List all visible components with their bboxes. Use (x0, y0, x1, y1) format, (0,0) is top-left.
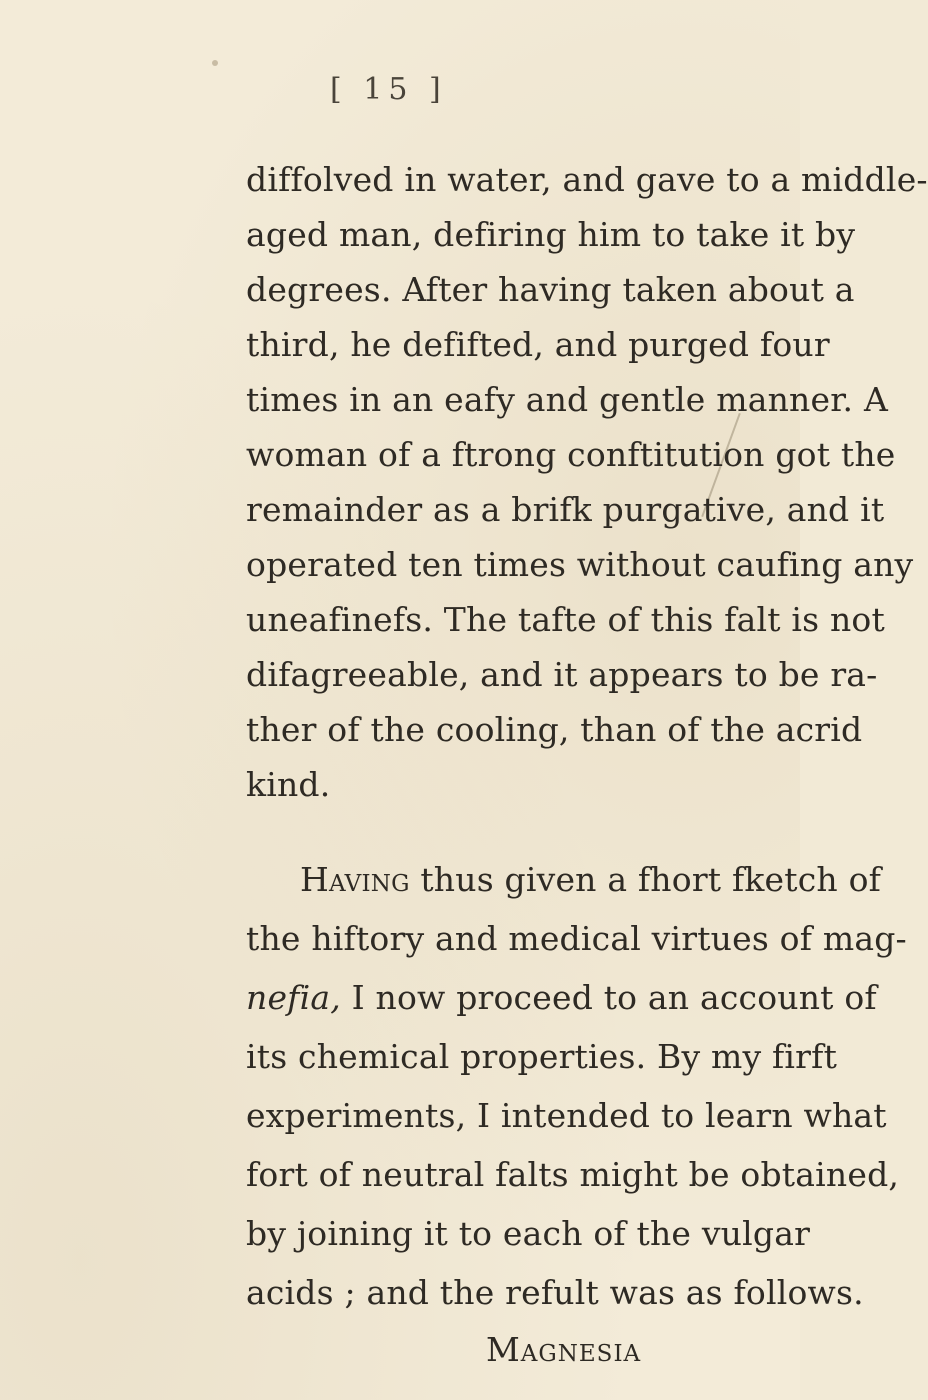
italic-word: nefia, (246, 978, 341, 1017)
text-line-3: degrees. After having taken about a (246, 270, 855, 309)
text-line-16: experiments, I intended to learn what (246, 1096, 887, 1135)
text-line-4: third, he defifted, and purged four (246, 325, 830, 364)
text-line-6: woman of a ftrong conftitution got the (246, 435, 896, 474)
text-line-8: operated ten times without caufing any (246, 545, 914, 584)
ink-speck (212, 60, 218, 66)
text-line-11: ther of the cooling, than of the acrid (246, 710, 863, 749)
text-line-14: nefia, I now proceed to an account of (246, 978, 877, 1017)
text-line-2: aged man, defiring him to take it by (246, 215, 856, 254)
paragraph-2-line-1 (300, 860, 881, 900)
text-line-7: remainder as a brifk purgative, and it (246, 490, 885, 529)
text-line-5: times in an eafy and gentle manner. A (246, 380, 888, 419)
catchword: Magnesia (486, 1330, 642, 1369)
drop-word: Having (300, 860, 410, 899)
page-number: [ 15 ] (330, 72, 447, 107)
text-line-9: uneafinefs. The tafte of this falt is not (246, 600, 885, 639)
text-line-18: by joining it to each of the vulgar (246, 1214, 811, 1253)
text-line-19: acids ; and the refult was as follows. (246, 1273, 864, 1312)
text-line-15: its chemical properties. By my firft (246, 1037, 838, 1076)
paragraph-2-line-1-rest: thus given a fhort fketch of (409, 860, 882, 899)
text-line-10: difagreeable, and it appears to be ra- (246, 655, 878, 694)
text-line-1: diffolved in water, and gave to a middle- (246, 160, 928, 199)
text-line-13: the hiftory and medical virtues of mag- (246, 919, 907, 958)
text-line-12: kind. (246, 765, 331, 804)
text-line-17: fort of neutral falts might be obtained, (246, 1155, 900, 1194)
